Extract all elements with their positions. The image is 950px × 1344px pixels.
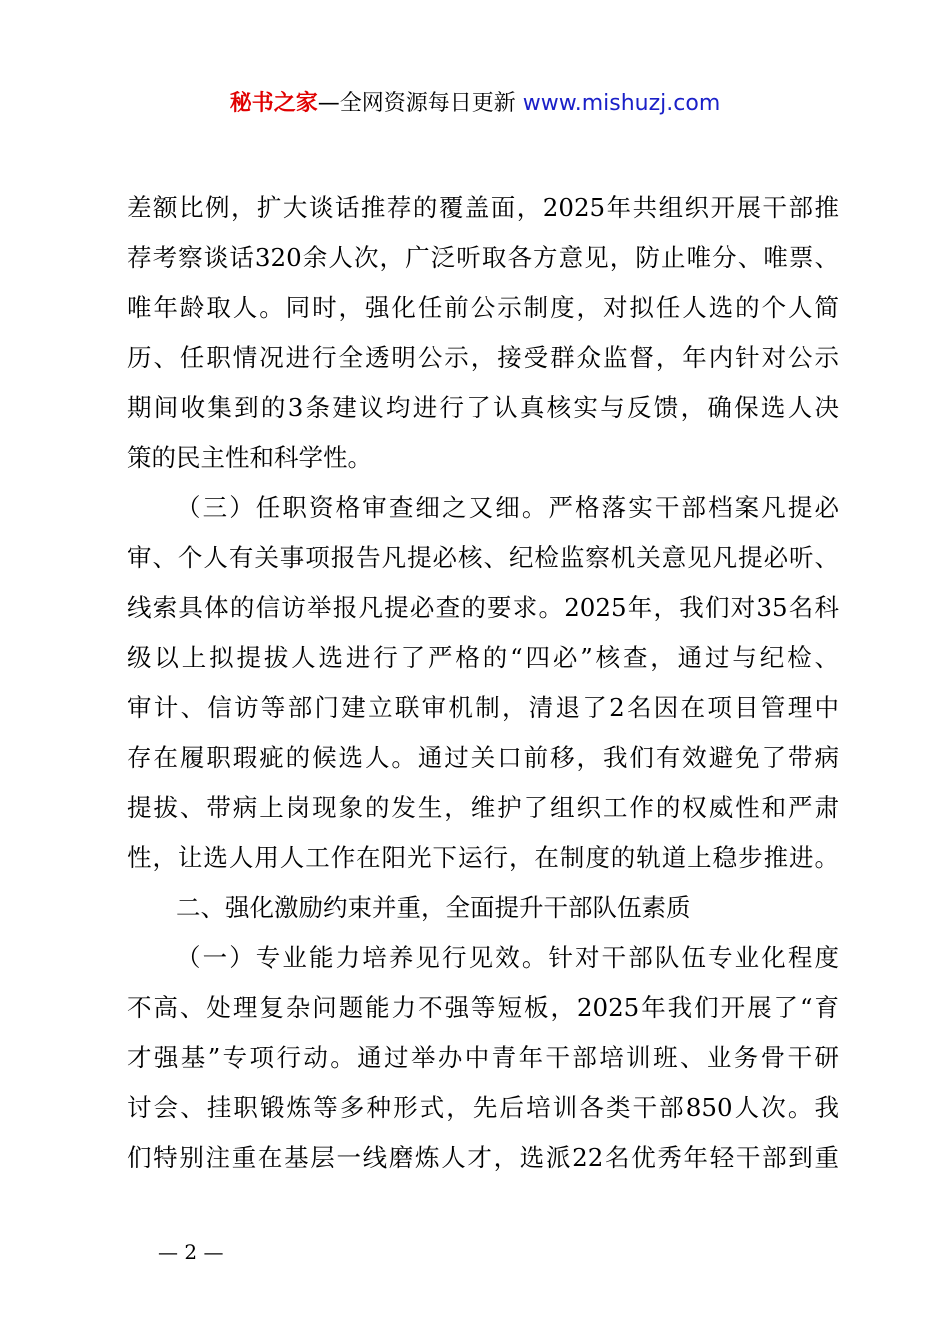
text-line: 级以上拟提拔人选进行了严格的“四必”核查，通过与纪检、 [127,643,839,672]
text-line: 不高、处理复杂问题能力不强等短板，2025年我们开展了“育 [127,993,839,1022]
text-line: 策的民主性和科学性。 [127,443,372,472]
text-line: 差额比例，扩大谈话推荐的覆盖面，2025年共组织开展干部推 [127,193,839,222]
text-line: 荐考察谈话320余人次，广泛听取各方意见，防止唯分、唯票、 [127,243,839,272]
text-line: 们特别注重在基层一线磨炼人才，选派22名优秀年轻干部到重 [127,1143,839,1172]
text-line: 才强基”专项行动。通过举办中青年干部培训班、业务骨干研 [127,1043,839,1072]
text-line: 期间收集到的3条建议均进行了认真核实与反馈，确保选人决 [127,393,839,422]
page-number: — 2 — [158,1240,224,1264]
text-line: 提拔、带病上岗现象的发生，维护了组织工作的权威性和严肃 [127,793,839,822]
section-heading: 二、强化激励约束并重，全面提升干部队伍素质 [176,893,691,922]
text-line: 性，让选人用人工作在阳光下运行，在制度的轨道上稳步推进。 [127,843,839,872]
text-line: 线索具体的信访举报凡提必查的要求。2025年，我们对35名科 [127,593,839,622]
text-line: （三）任职资格审查细之又细。严格落实干部档案凡提必 [176,493,839,522]
text-line: 存在履职瑕疵的候选人。通过关口前移，我们有效避免了带病 [127,743,839,772]
text-line: 唯年龄取人。同时，强化任前公示制度，对拟任人选的个人简 [127,293,839,322]
text-line: 审计、信访等部门建立联审机制，清退了2名因在项目管理中 [127,693,839,722]
text-line: 讨会、挂职锻炼等多种形式，先后培训各类干部850人次。我 [127,1093,839,1122]
header-slogan: —全网资源每日更新 [317,91,523,116]
website-link[interactable]: www.mishuzj.com [522,91,721,116]
brand-name: 秘书之家 [229,91,318,116]
text-line: 审、个人有关事项报告凡提必核、纪检监察机关意见凡提必听、 [127,543,839,572]
text-line: （一）专业能力培养见行见效。针对干部队伍专业化程度 [176,943,839,972]
document-body [127,183,839,1183]
page-header [0,84,950,124]
text-line: 历、任职情况进行全透明公示，接受群众监督，年内针对公示 [127,343,839,372]
